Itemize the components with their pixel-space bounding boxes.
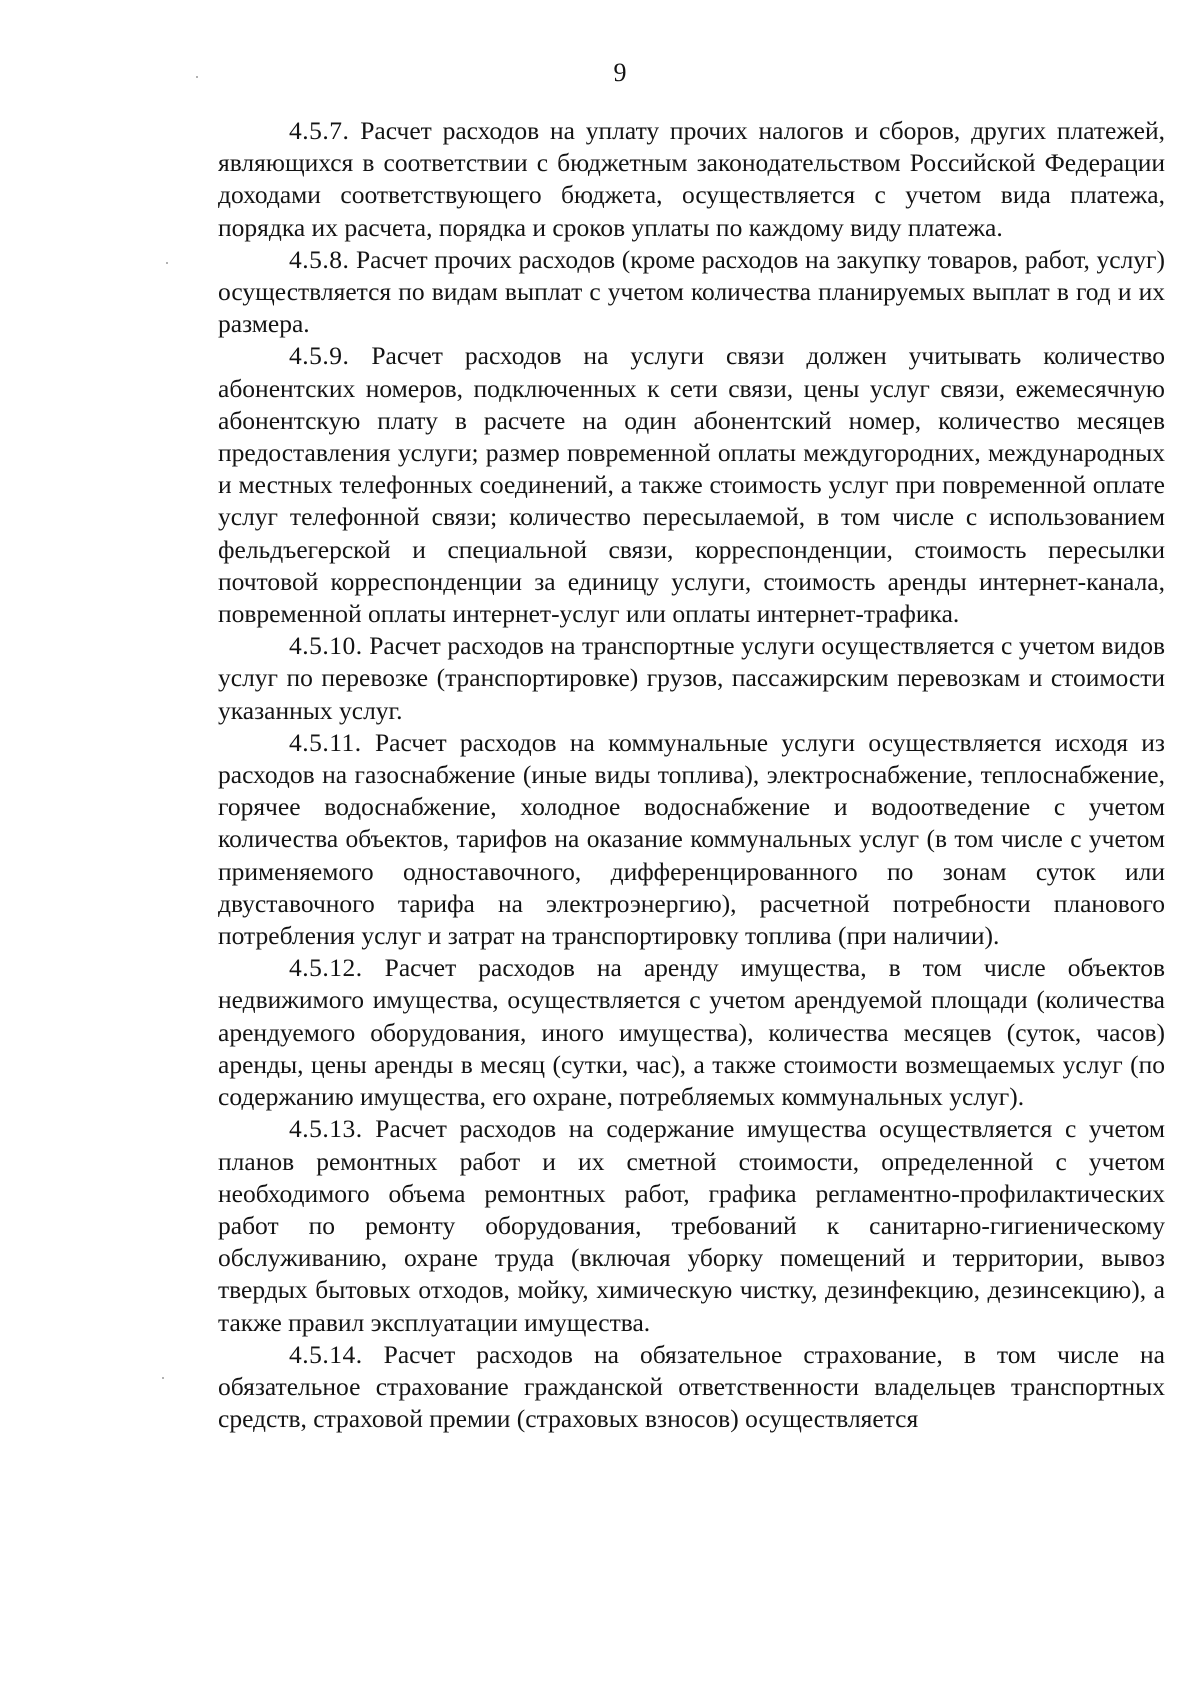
paragraph-4-5-7	[218, 115, 1165, 244]
paragraph-text: Расчет расходов на услуги связи должен учитывать количество абонентских номеров, подключенных к сети связи, цены услуг связи, ежемесячную абонентскую плату в расчете на один абонентский номер, количество месяцев предоставления услуги; размер повременной оплаты междугородних, международных и местных телефонных соединений, а также стоимость услуг при повременной оплате услуг телефонной связи; количество пересылаемой, в том числе с использованием фельдъегерской и специальной связи, корреспонденции, стоимость пересылки почтовой корреспонденции за единицу услуги, стоимость аренды интернет-канала, повременной оплаты интернет-услуг или оплаты интернет-трафика.	[218, 341, 1166, 629]
paragraph-number: 4.5.10.	[289, 631, 363, 661]
paragraph-text: Расчет расходов на аренду имущества, в том числе объектов недвижимого имущества, осуществляется с учетом арендуемой площади (количества арендуемого оборудования, иного имущества), количества месяцев (суток, часов) аренды, цены аренды в месяц (сутки, час), а также стоимости возмещаемых услуг (по содержанию имущества, его охране, потребляемых коммунальных услуг).	[218, 953, 1165, 1112]
paragraph-4-5-14	[218, 1339, 1165, 1436]
paragraph-number: 4.5.9.	[289, 341, 350, 371]
paragraph-4-5-12	[218, 952, 1165, 1113]
paragraph-number: 4.5.14.	[289, 1339, 363, 1369]
paragraph-text: Расчет расходов на содержание имущества осуществляется с учетом планов ремонтных работ и их сметной стоимости, определенной с учетом необходимого объема ремонтных работ, графика регламентно-профилактических работ по ремонту оборудования, требований к санитарно-гигиеническому обслуживанию, охране труда (включая уборку помещений и территории, вывоз твердых бытовых отходов, мойку, химическую чистку, дезинфекцию, дезинсекцию), а также правил эксплуатации имущества.	[218, 1114, 1165, 1337]
paragraph-text: Расчет расходов на уплату прочих налогов и сборов, других платежей, являющихся в соответствии с бюджетным законодательством Российской Федерации доходами соответствующего бюджета, осуществляется с учетом вида платежа, порядка их расчета, порядка и сроков уплаты по каждому виду платежа.	[218, 116, 1165, 242]
paragraph-number: 4.5.8.	[289, 244, 350, 274]
paragraph-text: Расчет расходов на коммунальные услуги осуществляется исходя из расходов на газоснабжение (иные виды топлива), электроснабжение, теплоснабжение, горячее водоснабжение, холодное водоснабжение и водоотведение с учетом количества объектов, тарифов на оказание коммунальных услуг (в том числе с учетом применяемого одноставочного, дифференцированного по зонам суток или двуставочного тарифа на электроэнергию), расчетной потребности планового потребления услуг и затрат на транспортировку топлива (при наличии).	[218, 727, 1165, 951]
paragraph-number: 4.5.12.	[289, 953, 363, 983]
paragraph-number: 4.5.7.	[289, 116, 350, 145]
paragraph-4-5-11	[218, 727, 1165, 952]
paragraph-4-5-10	[218, 630, 1165, 727]
scan-speck	[196, 76, 198, 78]
paragraph-4-5-8	[218, 244, 1165, 341]
paragraph-text: Расчет расходов на транспортные услуги осуществляется с учетом видов услуг по перевозке (транспортировке) грузов, пассажирским перевозкам и стоимости указанных услуг.	[218, 631, 1166, 725]
scan-speck	[166, 262, 168, 264]
paragraph-text: Расчет расходов на обязательное страхование, в том числе на обязательное страхование гражданской ответственности владельцев транспортных средств, страховой премии (страховых взносов) осуществляется	[218, 1339, 1166, 1434]
scan-speck	[162, 1377, 164, 1379]
document-body	[218, 115, 1165, 1435]
page-number: 9	[613, 58, 627, 87]
paragraph-4-5-13	[218, 1113, 1165, 1338]
paragraph-number: 4.5.11.	[289, 727, 362, 757]
paragraph-text: Расчет прочих расходов (кроме расходов на закупку товаров, работ, услуг) осуществляется по видам выплат с учетом количества планируемых выплат в год и их размера.	[218, 244, 1165, 339]
paragraph-4-5-9	[218, 340, 1165, 630]
paragraph-number: 4.5.13.	[289, 1114, 363, 1144]
